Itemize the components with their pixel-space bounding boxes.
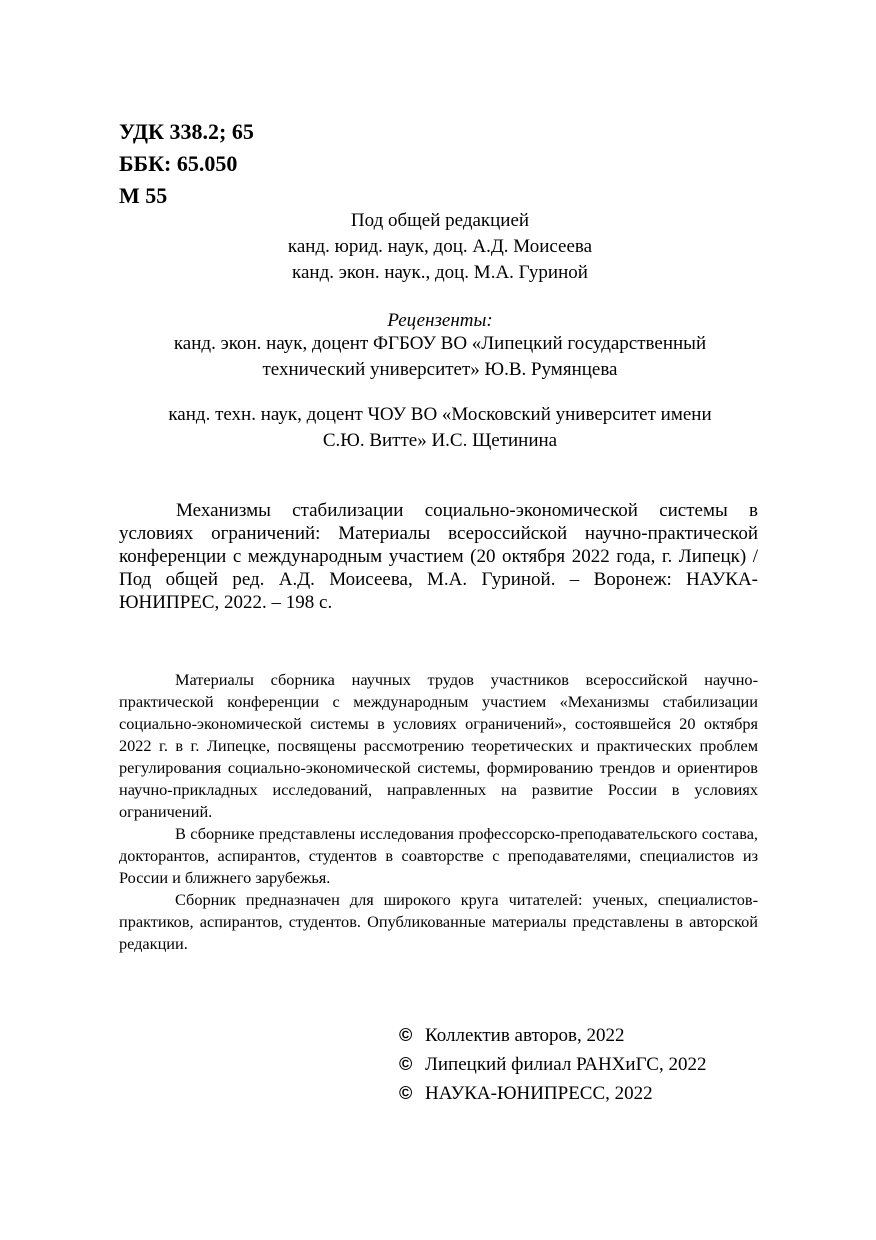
- copyright-line: [399, 1050, 706, 1079]
- reviewers-title: Рецензенты:: [387, 310, 493, 331]
- bbk-code: ББК: 65.050: [119, 151, 238, 176]
- classification-codes: [119, 116, 254, 212]
- copyright-block: [399, 1021, 706, 1108]
- editor-1: канд. юрид. наук, доц. А.Д. Моисеева: [287, 236, 593, 257]
- reviewer-2-line-2: С.Ю. Витте» И.С. Щетинина: [322, 430, 558, 451]
- copyright-text: Коллектив авторов, 2022: [425, 1025, 625, 1046]
- copyright-icon: ©: [399, 1054, 413, 1074]
- reviewer-2: [120, 402, 760, 454]
- reviewer-1-line-1: канд. экон. наук, доцент ФГБОУ ВО «Липецкий государственный: [173, 333, 707, 354]
- udk-code: УДК 338.2; 65: [119, 119, 254, 144]
- editor-2: канд. экон. наук., доц. М.А. Гуриной: [292, 262, 588, 283]
- reviewer-1-line-2: технический университет» Ю.В. Румянцева: [262, 359, 618, 380]
- annotation: [119, 669, 758, 955]
- annotation-paragraph-1: Материалы сборника научных трудов участников всероссийской научно-практической конференции с международным участием «Механизмы стабилизации социально-экономической системы в условиях ограничений», состоявшейся 20 октября 2022 г. в г. Липецке, посвящены рассмотрению теоретических и практических проблем регулирования социально-экономической системы, формированию трендов и ориентиров научно-прикладных исследований, направленных на развитие России в условиях ограничений.: [119, 670, 758, 821]
- bibliographic-citation: Механизмы стабилизации социально-экономической системы в условиях ограничений: Материалы всероссийской научно-практической конференции с международным участием (20 октября 2022 года, г. Липецк) / Под общей ред. А.Д. Моисеева, М.А. Гуриной. – Воронеж: НАУКА-ЮНИПРЕС, 2022. – 198 с.: [119, 500, 758, 613]
- copyright-line: [399, 1021, 706, 1050]
- annotation-paragraph-2: В сборнике представлены исследования профессорско-преподавательского состава, докторантов, аспирантов, студентов в соавторстве с преподавателями, специалистов из России и ближнего зарубежья.: [119, 824, 758, 887]
- annotation-paragraph-3: Сборник предназначен для широкого круга читателей: ученых, специалистов-практиков, аспирантов, студентов. Опубликованные материалы представлены в авторской редакции.: [119, 890, 758, 953]
- copyright-icon: ©: [399, 1083, 413, 1103]
- reviewer-2-line-1: канд. техн. наук, доцент ЧОУ ВО «Московский университет имени: [168, 404, 712, 425]
- copyright-icon: ©: [399, 1025, 413, 1045]
- reviewer-1: [120, 331, 760, 383]
- copyright-line: [399, 1079, 706, 1108]
- copyright-text: НАУКА-ЮНИПРЕСС, 2022: [425, 1083, 653, 1104]
- author-mark: М 55: [119, 183, 168, 208]
- editors-block: [260, 208, 620, 286]
- editors-heading: Под общей редакцией: [350, 210, 530, 231]
- copyright-text: Липецкий филиал РАНХиГС, 2022: [425, 1054, 707, 1075]
